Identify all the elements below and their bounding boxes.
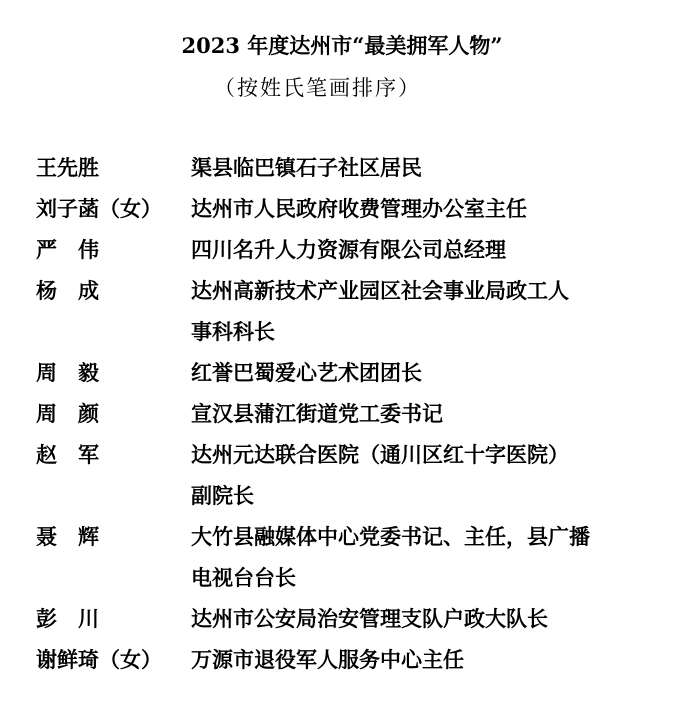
- list-item: [36, 599, 666, 640]
- list-item: [36, 230, 666, 271]
- honoree-name: 周 颜: [36, 402, 99, 426]
- honoree-description: 达州高新技术产业园区社会事业局政工人 事科科长: [191, 279, 569, 344]
- honoree-name: 杨 成: [36, 279, 99, 303]
- document-subtitle: （按姓氏笔画排序）: [214, 76, 421, 100]
- list-item: [36, 271, 666, 353]
- list-item: [36, 148, 666, 189]
- honoree-name: 刘子菡（女）: [36, 197, 162, 221]
- honoree-description: 宣汉县蒲江街道党工委书记: [191, 402, 443, 426]
- honoree-description: 四川名升人力资源有限公司总经理: [191, 238, 506, 262]
- honoree-description: 达州元达联合医院（通川区红十字医院） 副院长: [191, 443, 569, 508]
- honoree-name: 严 伟: [36, 238, 99, 262]
- honoree-name: 聂 辉: [36, 525, 99, 549]
- list-item: [36, 640, 666, 681]
- list-item: [36, 435, 666, 517]
- honoree-name: 王先胜: [36, 156, 99, 180]
- honoree-list: [36, 148, 666, 681]
- honoree-name: 周 毅: [36, 361, 99, 385]
- honoree-description: 红誉巴蜀爱心艺术团团长: [191, 361, 422, 385]
- honoree-description: 万源市退役军人服务中心主任: [191, 648, 464, 672]
- list-item: [36, 517, 666, 599]
- honoree-description: 达州市公安局治安管理支队户政大队长: [191, 607, 548, 631]
- honoree-description: 大竹县融媒体中心党委书记、主任，县广播 电视台台长: [191, 525, 590, 590]
- honoree-description: 渠县临巴镇石子社区居民: [191, 156, 422, 180]
- honoree-name: 赵 军: [36, 443, 99, 467]
- honoree-name: 彭 川: [36, 607, 99, 631]
- document-title: 2023 年度达州市“最美拥军人物”: [181, 33, 503, 58]
- list-item: [36, 353, 666, 394]
- list-item: [36, 394, 666, 435]
- honoree-description: 达州市人民政府收费管理办公室主任: [191, 197, 527, 221]
- honoree-name: 谢鲜琦（女）: [36, 648, 162, 672]
- list-item: [36, 189, 666, 230]
